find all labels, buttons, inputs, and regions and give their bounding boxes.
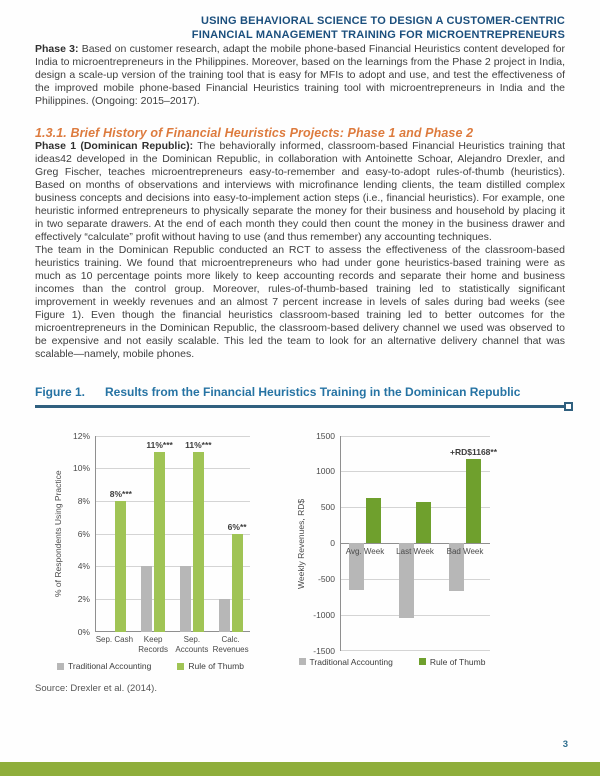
y-tick-label: 1000	[316, 466, 335, 477]
y-tick-label: -500	[317, 573, 335, 584]
legend-item	[177, 661, 244, 671]
bar-group	[345, 436, 385, 651]
legend-label: Traditional Accounting	[309, 656, 393, 667]
legend-swatch-icon	[419, 658, 426, 665]
header-line-2: FINANCIAL MANAGEMENT TRAINING FOR MICROENTREPRENEURS	[191, 29, 565, 42]
y-tick-label: 6%	[77, 528, 90, 539]
legend-item	[419, 657, 486, 667]
bar	[416, 502, 431, 544]
chart-legend	[294, 657, 490, 667]
figure-label: Figure 1.	[35, 384, 86, 399]
legend-item	[299, 657, 393, 667]
bar-value-label: 11%***	[185, 439, 212, 450]
paragraph-rct: The team in the Dominican Republic conducted an RCT to assess the effectiveness of the classroom-based heuristics training. We found that microentrepreneurs who had under gone heuristics-based training were as much as 10 percentage points more likely to keep accounting records and separate their home and business incomes than the control group. Moreover, rules-of-thumb-based training led to statistically significant improvement in weekly revenues and an almost 7 percent increase in levels of sales during bad weeks (see Figure 1). Even though the financial heuristics classroom-based training led to better outcomes for the microentrepreneurs in the Dominican Republic, the classroom-based delivery channel we used was observed to be expensive and not easily scalable. This led the team to look for an alternative delivery channel that was scalable—namely, mobile phones.	[35, 243, 565, 360]
chart	[51, 430, 250, 672]
page-number: 3	[562, 739, 568, 750]
bar-group	[219, 436, 247, 632]
figure-title: Results from the Financial Heuristics Training in the Dominican Republic	[105, 384, 521, 399]
phase3-text: Based on customer research, adapt the mobile phone-based Financial Heuristics content developed for India to microentrepreneurs in the Philippines. Moreover, based on the learnings from the Phase 2 project in India, design a scale-up version of the training tool that is easy for MFIs to adopt and use, and test the effectiveness of the improved mobile phone-based Financial Heuristics training tool with microentrepreneurs in India and the Philippines. (Ongoing: 2015–2017).	[35, 42, 565, 107]
bar-groups	[340, 436, 498, 651]
y-tick-label: 2%	[77, 593, 90, 604]
y-tick-label: 0	[330, 538, 335, 549]
legend-label: Rule of Thumb	[188, 661, 244, 672]
bar	[193, 452, 204, 632]
bar	[366, 498, 381, 543]
y-tick-label: -1500	[313, 645, 335, 656]
y-tick-label: -1000	[313, 609, 335, 620]
bar-value-label: 6%**	[227, 521, 247, 532]
figure-source: Source: Drexler et al. (2014).	[35, 683, 157, 695]
section-heading-131: 1.3.1. Brief History of Financial Heuristics Projects: Phase 1 and Phase 2	[35, 125, 474, 140]
bar	[115, 501, 126, 632]
figure-divider-end-square-icon	[564, 402, 573, 411]
header-line-1: USING BEHAVIORAL SCIENCE TO DESIGN A CUSTOMER-CENTRIC	[200, 15, 565, 27]
legend-swatch-icon	[177, 663, 184, 670]
y-axis-ticks	[308, 430, 340, 656]
y-tick-label: 12%	[72, 430, 90, 441]
figure-divider-line	[35, 405, 565, 408]
chart-legend	[51, 661, 250, 671]
category-label: Sep. Cash	[95, 634, 134, 644]
y-axis-ticks	[65, 430, 95, 637]
bar-group	[396, 436, 434, 651]
category-label: Last Week	[396, 547, 434, 557]
bar-group	[102, 436, 132, 632]
legend-swatch-icon	[299, 658, 306, 665]
phase3-lead: Phase 3:	[35, 42, 79, 55]
bar-value-label: 11%***	[146, 439, 173, 450]
bar	[466, 459, 481, 543]
category-label: Sep. Accounts	[175, 634, 209, 654]
bar-value-label: +RD$1168**	[449, 447, 498, 458]
bar-group	[446, 436, 498, 651]
y-tick-label: 8%	[77, 495, 90, 506]
y-tick-label: 10%	[72, 463, 90, 474]
y-tick-label: 0%	[77, 626, 90, 637]
legend-label: Traditional Accounting	[68, 661, 152, 672]
bar	[180, 566, 191, 631]
y-axis-label: Weekly Revenues, RD$	[296, 498, 306, 589]
legend-swatch-icon	[57, 663, 64, 670]
practice-adoption-chart	[51, 430, 250, 672]
bar	[154, 452, 165, 632]
y-tick-label: 1500	[316, 430, 335, 441]
bar-group	[180, 436, 212, 632]
plot-area	[95, 436, 250, 632]
legend-label: Rule of Thumb	[429, 656, 486, 667]
footer-green-bar	[0, 762, 600, 776]
phase1-text: The behaviorally informed, classroom-based Financial Heuristics training that ideas42 developed in the Dominican Republic, in collaboration with Antoinette Schoar, Alejandro Drexler, and Greg Fischer, teaches microentrepreneurs easy-to-remember and easy-to-adopt rules-of-thumb (heuristics). Based on months of observations and interviews with microfinance lending clients, the team distilled complex business concepts and decisions into easy-to-implement action steps (i.e., financial heuristics). For example, one heuristic informed entrepreneurs to physically separate the money for their business and household by placing it in two separate drawers. At the end of each month they could then count the money in the business drawer and effectively “calculate” profit without having to use (and thus remember) any accounting techniques.	[35, 139, 566, 243]
bar	[141, 566, 152, 631]
bar-groups	[95, 436, 250, 632]
category-label: Avg. Week	[345, 547, 385, 557]
weekly-revenues-chart	[294, 430, 498, 667]
document-header	[35, 14, 565, 43]
y-tick-label: 4%	[77, 561, 90, 572]
category-label: Calc. Revenues	[212, 634, 249, 654]
y-axis-label: % of Respondents Using Practice	[53, 470, 63, 597]
y-tick-label: 500	[320, 502, 335, 513]
category-labels-row	[95, 635, 250, 656]
bar-group	[141, 436, 173, 632]
phase1-lead: Phase 1 (Dominican Republic):	[35, 139, 194, 152]
category-label: Keep Records	[138, 634, 169, 654]
bar	[232, 534, 243, 632]
figure-charts	[35, 430, 565, 672]
bar	[219, 599, 230, 632]
paragraph-phase3	[35, 43, 565, 108]
paragraph-phase1	[35, 140, 565, 244]
category-label: Bad Week	[446, 547, 484, 557]
chart	[294, 430, 498, 667]
plot-area	[340, 436, 498, 651]
bar-value-label: 8%***	[109, 488, 132, 499]
figure-caption	[35, 385, 565, 399]
legend-item	[57, 661, 151, 671]
